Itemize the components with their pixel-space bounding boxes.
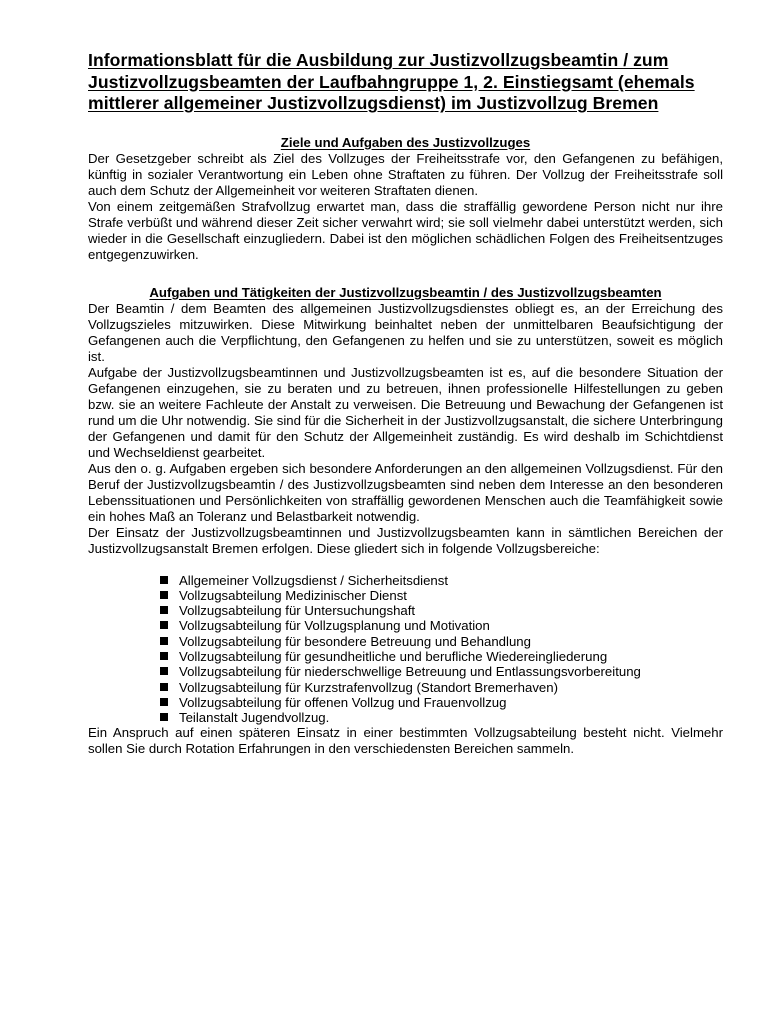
list-item: [160, 588, 723, 603]
list-item-text: Vollzugsabteilung für offenen Vollzug und Frauenvollzug: [179, 694, 507, 710]
list-item: [160, 680, 723, 695]
list-item-text: Vollzugsabteilung für Untersuchungshaft: [179, 603, 416, 619]
list-item: [160, 573, 723, 588]
list-item-text: Vollzugsabteilung für Kurzstrafenvollzug (Standort Bremerhaven): [179, 679, 558, 695]
closing-paragraph: Ein Anspruch auf einen späteren Einsatz in einer bestimmten Vollzugsabteilung besteht nicht. Vielmehr sollen Sie durch Rotation Erfahrungen in den verschiedensten Bereichen sammeln.: [88, 725, 723, 757]
bullet-square-icon: [160, 637, 168, 645]
paragraph: Aufgabe der Justizvollzugsbeamtinnen und Justizvollzugsbeamten ist es, auf die besondere Situation der Gefangenen einzugehen, sie zu beraten und zu betreuen, ihnen professionelle Hilfestellungen zu geben bzw. sie an weitere Fachleute der Anstalt zu verweisen. Die Betreuung und Bewachung der Gefangenen ist rund um die Uhr notwendig. Sie sind für die Sicherheit in der Justizvollzugsanstalt, die sichere Unterbringung der Gefangenen und damit für den Schutz der Allgemeinheit zuständig. Es wird deshalb im Schichtdienst und Wechseldienst gearbeitet.: [88, 364, 723, 460]
list-item-text: Allgemeiner Vollzugsdienst / Sicherheitsdienst: [179, 572, 449, 588]
list-item-text: Vollzugsabteilung für niederschwellige Betreuung und Entlassungsvorbereitung: [179, 664, 641, 680]
section-heading-ziele: Ziele und Aufgaben des Justizvollzuges: [280, 134, 531, 150]
list-item-text: Vollzugsabteilung für besondere Betreuung und Behandlung: [179, 633, 531, 649]
list-item: [160, 634, 723, 649]
document-page: [88, 50, 723, 757]
bullet-square-icon: [160, 667, 168, 675]
bullet-square-icon: [160, 591, 168, 599]
list-item-text: Vollzugsabteilung für Vollzugsplanung und Motivation: [179, 618, 490, 634]
bullet-square-icon: [160, 652, 168, 660]
list-item: [160, 603, 723, 618]
list-item-text: Vollzugsabteilung für gesundheitliche und berufliche Wiedereingliederung: [179, 648, 608, 664]
section-heading-aufgaben: Aufgaben und Tätigkeiten der Justizvollzugsbeamtin / des Justizvollzugsbeamten: [149, 284, 662, 300]
list-item: [160, 618, 723, 633]
list-item: [160, 710, 723, 725]
list-item: [160, 695, 723, 710]
bullet-square-icon: [160, 621, 168, 629]
paragraph: Aus den o. g. Aufgaben ergeben sich besondere Anforderungen an den allgemeinen Vollzugsdienst. Für den Beruf der Justizvollzugsbeamtin / des Justizvollzugsbeamten sind neben dem Interesse an den besonderen Lebenssituationen und Persönlichkeiten von straffällig gewordenen Menschen auch die Teamfähigkeit sowie ein hohes Maß an Toleranz und Belastbarkeit notwendig.: [88, 460, 723, 524]
paragraph: Der Beamtin / dem Beamten des allgemeinen Justizvollzugsdienstes obliegt es, an der Erreichung des Vollzugszieles mitzuwirken. Diese Mitwirkung beinhaltet neben der unmittelbaren Beaufsichtigung der Gefangenen auch die Verpflichtung, den Gefangenen zu helfen und sie zu unterstützen, soweit es möglich ist.: [88, 300, 723, 364]
list-item-text: Vollzugsabteilung Medizinischer Dienst: [179, 587, 407, 603]
paragraph: Von einem zeitgemäßen Strafvollzug erwartet man, dass die straffällig gewordene Person nicht nur ihre Strafe verbüßt und während dieser Zeit sicher verwahrt wird; sie soll vielmehr dabei unterstützt werden, sich wieder in die Gesellschaft einzugliedern. Dabei ist den möglichen schädlichen Folgen des Freiheitsentzuges entgegenzuwirken.: [88, 198, 723, 262]
bullet-square-icon: [160, 713, 168, 721]
list-item: [160, 664, 723, 679]
paragraph: Der Gesetzgeber schreibt als Ziel des Vollzuges der Freiheitsstrafe vor, den Gefangenen zu befähigen, künftig in sozialer Verantwortung ein Leben ohne Straftaten zu führen. Der Vollzug der Freiheitsstrafe soll auch dem Schutz der Allgemeinheit vor weiteren Straftaten dienen.: [88, 150, 723, 198]
vollzugsbereiche-list: [88, 573, 723, 726]
bullet-square-icon: [160, 606, 168, 614]
bullet-square-icon: [160, 683, 168, 691]
paragraph: Der Einsatz der Justizvollzugsbeamtinnen und Justizvollzugsbeamten kann in sämtlichen Bereichen der Justizvollzugsanstalt Bremen erfolgen. Diese gliedert sich in folgende Vollzugsbereiche:: [88, 524, 723, 556]
bullet-square-icon: [160, 576, 168, 584]
list-item: [160, 649, 723, 664]
bullet-square-icon: [160, 698, 168, 706]
document-title: Informationsblatt für die Ausbildung zur Justizvollzugsbeamtin / zum Justizvollzugsbeamten der Laufbahngruppe 1, 2. Einstiegsamt (ehemals mittlerer allgemeiner Justizvollzugsdienst) im Justizvollzug Bremen: [88, 50, 695, 113]
list-item-text: Teilanstalt Jugendvollzug.: [179, 710, 330, 726]
